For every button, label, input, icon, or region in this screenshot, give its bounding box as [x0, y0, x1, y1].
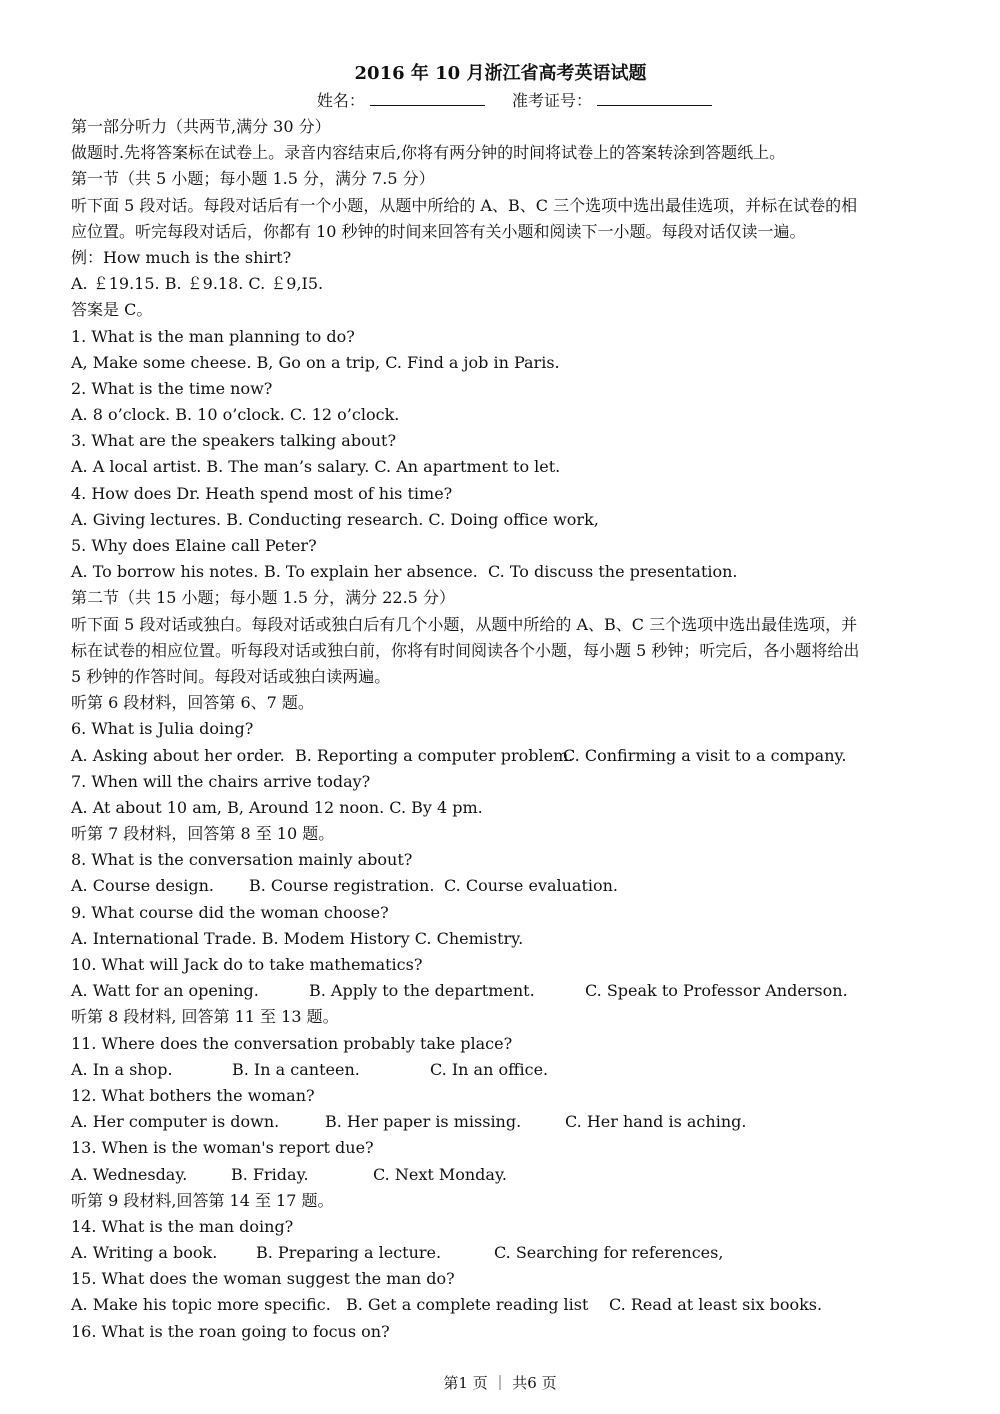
- answer-option: A. Make his topic more specific.: [71, 1295, 331, 1315]
- text-line: A. 8 o’clock. B. 10 o’clock. C. 12 o’clock.: [71, 405, 400, 425]
- id-label: 准考证号：: [512, 91, 593, 110]
- text-line: A. A local artist. B. The man’s salary. C. An apartment to let.: [71, 457, 561, 477]
- answer-option: A. Writing a book.: [71, 1243, 218, 1263]
- text-line: 听第 6 段材料，回答第 6、7 题。: [71, 693, 314, 713]
- answer-option: B. Course registration.: [249, 876, 435, 896]
- answer-option: A. Her computer is down.: [71, 1112, 280, 1132]
- answer-options-line: [71, 1057, 930, 1083]
- answer-option: B. Her paper is missing.: [325, 1112, 522, 1132]
- answer-option: A. Asking about her order.: [71, 745, 285, 765]
- question-line: 9. What course did the woman choose?: [71, 902, 389, 922]
- question-line: 1. What is the man planning to do?: [71, 326, 355, 346]
- question-line: 13. When is the woman's report due?: [71, 1138, 374, 1158]
- answer-options-line: [71, 978, 930, 1004]
- answer-options-line: [71, 743, 930, 769]
- answer-option: C. Next Monday.: [373, 1164, 507, 1184]
- answer-option: C. Her hand is aching.: [565, 1112, 747, 1132]
- answer-option: C. To discuss the presentation.: [488, 562, 738, 582]
- answer-option: A. Watt for an opening.: [71, 981, 259, 1001]
- answer-options-line: [71, 873, 930, 899]
- answer-option: C. Searching for references,: [494, 1243, 724, 1263]
- text-line: 标在试卷的相应位置。听每段对话或独白前，你将有时间阅读各个小题，每小题 5 秒钟；听完后，各小题将给出: [71, 640, 860, 660]
- question-line: 3. What are the speakers talking about?: [71, 431, 397, 451]
- question-line: 4. How does Dr. Heath spend most of his time?: [71, 483, 453, 503]
- question-line: 10. What will Jack do to take mathematics?: [71, 955, 423, 974]
- text-line: 应位置。听完每段对话后，你都有 10 秒钟的时间来回答有关小题和阅读下一小题。每段对话仅读一遍。: [71, 221, 806, 241]
- candidate-info-row: [71, 88, 930, 114]
- answer-option: C. Confirming a visit to a company.: [563, 745, 847, 765]
- exam-content: [71, 114, 930, 1345]
- question-line: 5. Why does Elaine call Peter?: [71, 536, 317, 555]
- answer-option: B. Preparing a lecture.: [256, 1243, 442, 1263]
- text-line: 听第 7 段材料，回答第 8 至 10 题。: [71, 824, 335, 844]
- id-blank: [597, 89, 712, 106]
- question-line: 2. What is the time now?: [71, 378, 273, 398]
- question-line: 15. What does the woman suggest the man do?: [71, 1269, 455, 1289]
- answer-option: C. Course evaluation.: [444, 876, 619, 896]
- answer-option: A. In a shop.: [71, 1059, 173, 1079]
- text-line: 5 秒钟的作答时间。每段对话或独白读两遍。: [71, 666, 391, 686]
- question-line: 16. What is the roan going to focus on?: [71, 1321, 390, 1341]
- answer-option: B. In a canteen.: [232, 1059, 360, 1079]
- question-line: 7. When will the chairs arrive today?: [71, 771, 371, 791]
- answer-option: B. To explain her absence.: [264, 562, 478, 582]
- text-line: A. Giving lectures. B. Conducting research. C. Doing office work,: [71, 509, 599, 529]
- text-line: A, Make some cheese. B, Go on a trip, C. Find a job in Paris.: [71, 352, 560, 372]
- text-line: A. International Trade. B. Modem History C. Chemistry.: [71, 928, 524, 948]
- answer-option: A. Wednesday.: [71, 1164, 188, 1184]
- question-line: 14. What is the man doing?: [71, 1216, 294, 1236]
- answer-option: C. In an office.: [430, 1059, 549, 1079]
- text-line: 例：How much is the shirt?: [71, 247, 292, 267]
- page-title: 2016 年 10 月浙江省高考英语试题: [354, 63, 647, 84]
- question-line: 12. What bothers the woman?: [71, 1085, 315, 1105]
- text-line: 答案是 C。: [71, 300, 153, 320]
- answer-option: C. Read at least six books.: [609, 1295, 823, 1315]
- text-line: 听第 9 段材料,回答第 14 至 17 题。: [71, 1190, 334, 1210]
- text-line: 做题时.先将答案标在试卷上。录音内容结束后,你将有两分钟的时间将试卷上的答案转涂到答题纸上。: [71, 143, 786, 163]
- text-line: 听第 8 段材料, 回答第 11 至 13 题。: [71, 1007, 339, 1027]
- answer-options-line: [71, 1109, 930, 1135]
- name-blank: [370, 89, 485, 106]
- question-line: 8. What is the conversation mainly about?: [71, 850, 413, 870]
- text-line: A. At about 10 am, B, Around 12 noon. C. By 4 pm.: [71, 797, 483, 817]
- text-line: 听下面 5 段对话或独白。每段对话或独白后有几个小题，从题中所给的 A、B、C 三个选项中选出最佳选项，并: [71, 614, 858, 634]
- text-line: 第一节（共 5 小题；每小题 1.5 分，满分 7.5 分）: [71, 169, 435, 189]
- answer-option: A. Course design.: [71, 876, 214, 896]
- answer-option: C. Speak to Professor Anderson.: [585, 981, 848, 1001]
- answer-options-line: [71, 559, 930, 585]
- answer-option: A. To borrow his notes.: [71, 562, 259, 582]
- answer-option: B. Friday.: [231, 1164, 309, 1184]
- answer-options-line: [71, 1292, 930, 1318]
- page-footer: 第1 页 ｜ 共6 页: [443, 1374, 557, 1392]
- answer-option: B. Apply to the department.: [309, 981, 535, 1001]
- answer-option: B. Reporting a computer problem.: [295, 745, 574, 765]
- answer-option: B. Get a complete reading list: [346, 1295, 589, 1315]
- text-line: 第二节（共 15 小题；每小题 1.5 分，满分 22.5 分）: [71, 588, 455, 608]
- question-line: 11. Where does the conversation probably take place?: [71, 1033, 513, 1053]
- text-line: 第一部分听力（共两节,满分 30 分）: [71, 117, 331, 136]
- answer-options-line: [71, 1240, 930, 1266]
- question-line: 6. What is Julia doing?: [71, 719, 254, 739]
- name-label: 姓名：: [316, 91, 365, 110]
- text-line: 听下面 5 段对话。每段对话后有一个小题，从题中所给的 A、B、C 三个选项中选出最佳选项，并标在试卷的相: [71, 195, 858, 215]
- answer-options-line: [71, 1162, 930, 1188]
- text-line: A. ￡19.15. B. ￡9.18. C. ￡9,I5.: [71, 274, 324, 294]
